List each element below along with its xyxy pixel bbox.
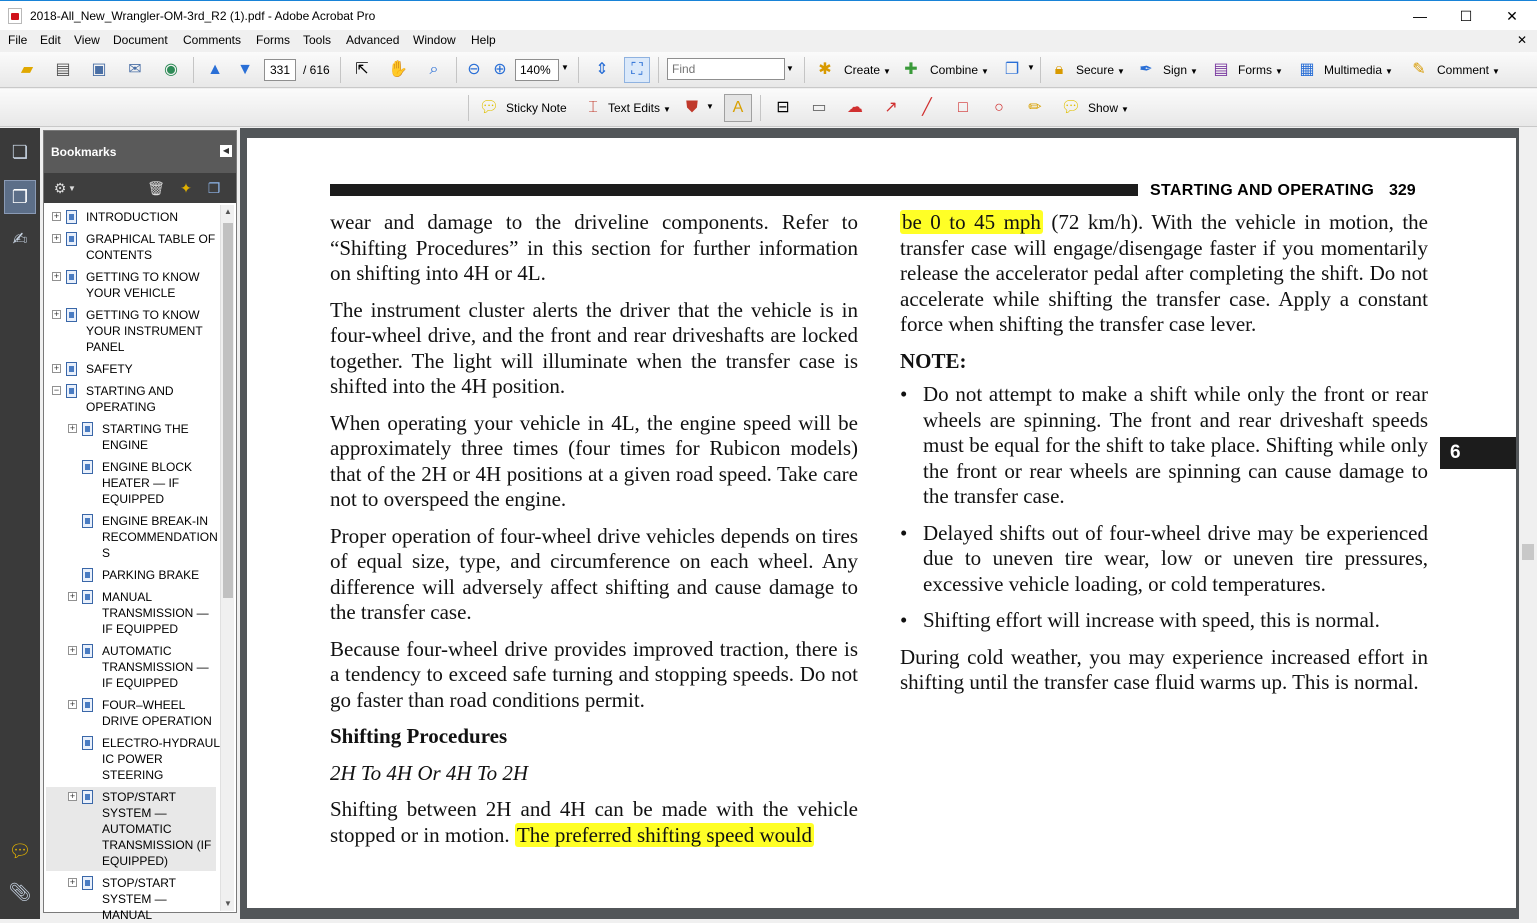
bookmarks-tree	[46, 205, 221, 922]
comments-panel-icon[interactable]: 💬︎	[8, 840, 32, 861]
bookmark-item[interactable]	[46, 787, 216, 871]
bookmark-label: STARTING THE ENGINE	[102, 422, 189, 452]
paragraph	[900, 210, 1428, 338]
paragraph: When operating your vehicle in 4L, the engine speed will be approximately three times (four times for Rubicon models) that of the 2H or 4H positions at a given road speed. Take care not to overspeed the engine.	[330, 410, 858, 511]
bookmark-item[interactable]	[46, 269, 216, 301]
document-viewport	[240, 128, 1537, 919]
bullet-text: Do not attempt to make a shift while only the front or rear wheels are spinning. The front and rear driveshaft speeds must be equal for the shift to take place. Shifting while only the front or rear wheels are spinning can cause damage to the transfer case.	[923, 382, 1428, 508]
create-pdf-icon[interactable]: ✱	[818, 61, 832, 78]
collaborate-icon[interactable]: ◉	[164, 61, 178, 78]
secure-button[interactable]: Secure ▼	[1076, 63, 1125, 77]
close-button[interactable]: ✕	[1506, 8, 1518, 24]
bookmark-icon	[82, 736, 93, 750]
paragraph-text: (72 km/h). With the vehicle in motion, the transfer case will engage/disengage faster if you momentarily release the accelerator pedal after completing the shift. Do not accelerate while shifting the transfer case. Apply a constant force when shifting the transfer case lever.	[900, 210, 1428, 336]
bookmark-icon	[66, 308, 77, 322]
toolbar-separator	[658, 57, 659, 83]
sticky-note-button[interactable]: Sticky Note	[506, 101, 567, 115]
text-box-icon[interactable]: ▭	[811, 99, 827, 116]
fit-width-icon[interactable]: ⇕	[595, 61, 609, 78]
bookmark-item[interactable]	[46, 459, 216, 507]
scroll-thumb[interactable]	[223, 223, 233, 598]
bookmark-item[interactable]	[46, 383, 216, 415]
menu-edit[interactable]: Edit	[40, 33, 61, 47]
create-button[interactable]: Create ▼	[844, 63, 891, 77]
sign-button[interactable]: Sign ▼	[1163, 63, 1198, 77]
oval-tool-icon[interactable]: ○	[994, 99, 1004, 116]
bookmark-item[interactable]	[46, 735, 221, 783]
callout-icon[interactable]: ⊟	[776, 99, 790, 116]
bookmark-item[interactable]	[46, 589, 216, 637]
menu-comments[interactable]: Comments	[183, 33, 242, 47]
delete-bookmark-icon[interactable]: 🗑︎	[147, 179, 165, 196]
lock-icon[interactable]: 🔒︎	[1054, 61, 1064, 78]
bookmark-icon	[82, 644, 93, 658]
bookmark-icon	[82, 422, 93, 436]
minimize-button[interactable]: —	[1413, 8, 1427, 24]
highlighted-text[interactable]: The preferred shifting speed would	[516, 822, 812, 847]
find-dropdown-arrow[interactable]: ▼	[786, 64, 794, 73]
expand-icon[interactable]: +	[69, 423, 76, 433]
scroll-thumb[interactable]	[1522, 544, 1534, 560]
bookmark-label: STOP/START SYSTEM — MANUAL	[102, 876, 177, 922]
paragraph	[330, 797, 858, 848]
previous-page-icon[interactable]: ▲	[207, 61, 223, 78]
collapse-panel-icon[interactable]: ◀	[220, 145, 232, 157]
bookmark-item[interactable]	[46, 209, 216, 225]
bookmark-label: GETTING TO KNOW YOUR VEHICLE	[86, 270, 200, 300]
bookmark-label: ELECTRO-HYDRAUL IC POWER STEERING	[102, 736, 221, 782]
bullet-text: Shifting effort will increase with speed, this is normal.	[923, 608, 1380, 632]
fit-page-icon[interactable]: ⛶	[624, 57, 650, 83]
bookmark-label: SAFETY	[86, 362, 133, 376]
bookmark-label: INTRODUCTION	[86, 210, 178, 224]
multimedia-icon[interactable]: ▦	[1299, 61, 1315, 78]
signatures-panel-icon[interactable]: ✍	[12, 228, 28, 249]
sticky-note-icon[interactable]: 💬︎	[478, 99, 500, 116]
forms-icon[interactable]: ▤	[1213, 61, 1229, 78]
bookmark-item[interactable]	[46, 231, 216, 263]
bookmark-icon	[66, 384, 77, 398]
scroll-up-arrow[interactable]: ▲	[224, 207, 232, 216]
paragraph: Because four-wheel drive provides improved traction, there is a tendency to exceed safe turning and stopping speeds. Do not go faster than road conditions permit.	[330, 636, 858, 712]
bookmark-label: FOUR–WHEEL DRIVE OPERATION	[102, 698, 212, 728]
bookmark-item[interactable]	[46, 567, 216, 583]
note-heading: NOTE:	[900, 348, 967, 373]
paragraph-text: Shifting between 2H and 4H can be made with the vehicle stopped or in motion.	[330, 797, 858, 847]
text-edits-button[interactable]: Text Edits ▼	[608, 101, 671, 115]
bookmark-item[interactable]	[46, 361, 216, 377]
toolbar-separator	[468, 95, 469, 121]
chapter-tab: 6	[1440, 437, 1516, 469]
toolbar-separator	[578, 57, 579, 83]
forms-button[interactable]: Forms ▼	[1238, 63, 1283, 77]
combine-icon[interactable]: ✚	[904, 61, 918, 78]
menu-window[interactable]: Window	[413, 33, 456, 47]
bookmark-label: STARTING AND OPERATING	[86, 384, 174, 414]
pdf-page	[247, 138, 1516, 908]
left-column	[330, 210, 858, 859]
comment-toolbar	[0, 89, 1537, 127]
expand-icon[interactable]: +	[69, 591, 76, 601]
expand-icon[interactable]: +	[53, 211, 60, 221]
open-folder-icon[interactable]: ▰	[20, 61, 34, 78]
header-rule	[330, 184, 1138, 196]
bookmark-label: STOP/START SYSTEM — AUTOMATIC TRANSMISSION (IF EQUIPPED)	[102, 790, 212, 868]
bookmark-icon	[66, 232, 77, 246]
bullet-item	[900, 608, 1428, 634]
bookmark-icon	[66, 270, 77, 284]
close-document-button[interactable]: ✕	[1516, 33, 1527, 47]
expand-icon[interactable]: +	[53, 271, 60, 281]
menu-advanced[interactable]: Advanced	[346, 33, 400, 47]
show-button[interactable]: Show ▼	[1088, 101, 1129, 115]
bookmark-icon	[66, 210, 77, 224]
line-tool-icon[interactable]: ╱	[922, 99, 932, 116]
expand-icon[interactable]: +	[69, 645, 76, 655]
bookmark-item[interactable]	[46, 643, 216, 691]
expand-icon[interactable]: +	[69, 877, 76, 887]
share-dropdown-arrow[interactable]: ▼	[1027, 63, 1035, 72]
bookmarks-title: Bookmarks	[51, 145, 117, 159]
window-title: 2018-All_New_Wrangler-OM-3rd_R2 (1).pdf - Adobe Acrobat Pro	[30, 9, 376, 23]
toolbar-separator	[760, 95, 761, 121]
page-number: 329	[1389, 182, 1416, 199]
next-page-icon[interactable]: ▼	[237, 61, 253, 78]
bookmarks-panel-icon[interactable]: ❐	[4, 180, 36, 214]
document-scrollbar[interactable]	[1519, 128, 1537, 919]
acrobat-pdf-icon	[8, 8, 22, 24]
highlight-text-icon[interactable]: A	[724, 94, 752, 122]
menu-help[interactable]: Help	[471, 33, 496, 47]
menu-forms[interactable]: Forms	[256, 33, 290, 47]
collapse-icon[interactable]: −	[53, 385, 60, 395]
find-input[interactable]	[667, 58, 785, 80]
bookmark-item[interactable]	[46, 697, 216, 729]
print-icon[interactable]: ▤	[55, 61, 71, 78]
paragraph: During cold weather, you may experience increased effort in shifting until the transfer case fluid warms up. This is normal.	[900, 644, 1428, 694]
bookmarks-scrollbar[interactable]	[220, 205, 234, 911]
bookmark-item[interactable]	[46, 875, 216, 923]
bookmark-label: MANUAL TRANSMISSION — IF EQUIPPED	[102, 590, 209, 636]
bullet-marker: •	[900, 382, 908, 406]
paragraph: Proper operation of four-wheel drive vehicles depends on tires of equal size, type, and circumference on each wheel. Any difference will adversely affect shifting and cause damage to the transfer case.	[330, 523, 858, 624]
zoom-level-input[interactable]	[515, 59, 559, 81]
expand-icon[interactable]: +	[53, 363, 60, 373]
bookmark-label: AUTOMATIC TRANSMISSION — IF EQUIPPED	[102, 644, 209, 690]
page-number-input[interactable]	[264, 59, 296, 81]
menu-file[interactable]: File	[8, 33, 28, 47]
bookmark-item[interactable]	[46, 421, 216, 453]
show-comments-icon[interactable]: 💬︎	[1060, 99, 1082, 116]
comment-icon[interactable]: ✎	[1412, 61, 1426, 78]
bookmark-label: ENGINE BLOCK HEATER — IF EQUIPPED	[102, 460, 193, 506]
toolbar-separator	[804, 57, 805, 83]
bullet-text: Delayed shifts out of four-wheel drive may be experienced due to uneven tire wear, low or uneven tire pressures, excessive vehicle loading, or cold temperatures.	[923, 520, 1428, 596]
zoom-tool-icon[interactable]: ⌕	[429, 61, 439, 78]
zoom-out-icon[interactable]: ⊖	[467, 61, 481, 78]
toolbar-separator	[456, 57, 457, 83]
menu-document[interactable]: Document	[113, 33, 168, 47]
expand-icon[interactable]: +	[53, 233, 60, 243]
bullet-item	[900, 382, 1428, 510]
rectangle-tool-icon[interactable]: □	[958, 99, 968, 116]
bookmark-icon	[82, 698, 93, 712]
zoom-dropdown-arrow[interactable]: ▼	[561, 63, 569, 72]
scroll-down-arrow[interactable]: ▼	[224, 899, 232, 908]
menu-tools[interactable]: Tools	[303, 33, 332, 47]
select-cursor-icon[interactable]: ⇱	[355, 61, 369, 78]
expand-icon[interactable]: +	[53, 309, 60, 319]
stamp-icon[interactable]: ⛊	[685, 99, 698, 116]
expand-icon[interactable]: +	[69, 791, 76, 801]
bookmark-label: GRAPHICAL TABLE OF CONTENTS	[86, 232, 216, 262]
bookmark-icon	[82, 790, 93, 804]
bookmarks-header	[44, 131, 236, 173]
save-icon[interactable]: ▣	[91, 61, 107, 78]
bookmark-label: ENGINE BREAK-IN RECOMMENDATION S	[102, 514, 218, 560]
combine-button[interactable]: Combine ▼	[930, 63, 989, 77]
bookmark-icon	[82, 568, 93, 582]
subsection-heading: 2H To 4H Or 4H To 2H	[330, 760, 529, 785]
share-icon[interactable]: ❐	[1004, 61, 1020, 78]
main-toolbar	[0, 52, 1537, 88]
menu-view[interactable]: View	[74, 33, 100, 47]
title-bar	[0, 0, 1537, 30]
paragraph: wear and damage to the driveline components. Refer to “Shifting Procedures” in this section for further information on shifting into 4H or 4L.	[330, 210, 858, 285]
bookmark-item[interactable]	[46, 513, 216, 561]
multimedia-button[interactable]: Multimedia ▼	[1324, 63, 1393, 77]
highlighted-text[interactable]: be 0 to 45 mph	[902, 210, 1041, 234]
menu-bar	[0, 30, 1537, 50]
stamp-dropdown-arrow[interactable]: ▼	[706, 102, 714, 111]
bookmark-icon	[66, 362, 77, 376]
new-bookmark-icon[interactable]: ✦	[180, 179, 192, 196]
arrow-tool-icon[interactable]: ↗	[884, 99, 898, 116]
bullet-item	[900, 521, 1428, 598]
right-column	[900, 210, 1428, 707]
options-dropdown-arrow[interactable]: ▼	[68, 183, 76, 193]
cloud-tool-icon[interactable]: ☁	[847, 99, 863, 116]
hand-tool-icon[interactable]: ✋	[388, 61, 408, 78]
bookmark-icon	[82, 514, 93, 528]
bookmarks-toolbar	[44, 173, 236, 203]
section-heading: Shifting Procedures	[330, 724, 508, 748]
pages-panel-icon[interactable]: ❏	[11, 141, 29, 162]
comment-button[interactable]: Comment ▼	[1437, 63, 1500, 77]
options-gear-icon[interactable]: ⚙	[53, 179, 67, 196]
navigation-pane	[0, 128, 40, 919]
bookmark-label: PARKING BRAKE	[102, 568, 200, 582]
toolbar-separator	[340, 57, 341, 83]
bullet-marker: •	[900, 608, 908, 632]
expand-icon[interactable]: +	[69, 699, 76, 709]
maximize-button[interactable]: ☐	[1459, 8, 1473, 24]
bookmark-icon	[82, 876, 93, 890]
bookmark-icon	[82, 590, 93, 604]
paragraph: The instrument cluster alerts the driver that the vehicle is in four-wheel drive, and the front and rear driveshafts are locked together. The light will illuminate when the transfer case is shifted into the 4H position.	[330, 297, 858, 398]
page-total: / 616	[303, 63, 330, 77]
bookmark-label: GETTING TO KNOW YOUR INSTRUMENT PANEL	[86, 308, 203, 354]
sign-pen-icon[interactable]: ✒	[1139, 61, 1153, 78]
email-icon[interactable]: ✉	[128, 61, 142, 78]
attachments-paperclip-icon[interactable]: 📎︎	[8, 881, 32, 902]
toolbar-separator	[1040, 57, 1041, 83]
bookmark-icon	[82, 460, 93, 474]
toolbar-separator	[193, 57, 194, 83]
bookmarks-panel	[43, 130, 237, 922]
bullet-marker: •	[900, 520, 908, 545]
bookmark-item[interactable]	[46, 307, 216, 355]
zoom-in-icon[interactable]: ⊕	[493, 61, 507, 78]
section-header-title: STARTING AND OPERATING	[1150, 182, 1375, 199]
expand-bookmark-icon[interactable]: ❐	[207, 179, 221, 196]
pencil-tool-icon[interactable]: ✏	[1028, 99, 1042, 116]
text-edits-icon[interactable]: ⌶	[588, 99, 598, 116]
